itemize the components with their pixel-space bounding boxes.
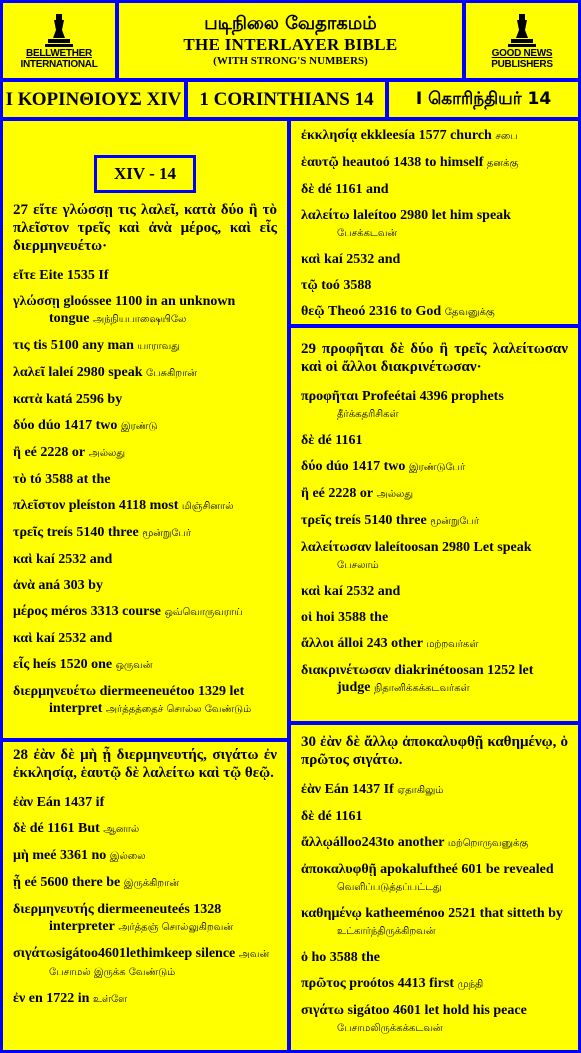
greek-word: δὲ	[301, 433, 315, 448]
greek-word: ἑαυτῷ	[301, 155, 339, 170]
transliteration-gloss: laleítoosan 2980 Let speak	[371, 540, 532, 555]
left-logo-line1: BELLWETHER	[26, 47, 92, 59]
transliteration-gloss: treís 5140 three	[43, 525, 139, 540]
word-entry	[13, 603, 277, 621]
transliteration-gloss: treís 5140 three	[331, 513, 427, 528]
transliteration-gloss: tó 3588 at the	[26, 472, 111, 487]
word-entry	[301, 432, 568, 449]
transliteration-gloss: meé 3361 no	[28, 848, 107, 863]
greek-word: ἢ	[13, 445, 21, 460]
tamil-gloss: சபை	[495, 131, 518, 142]
transliteration-gloss: sigátoo4601lethimkeep silence	[56, 946, 236, 961]
good-news-logo	[466, 3, 578, 78]
greek-word: καθημένῳ	[301, 906, 362, 921]
transliteration-gloss: kaí 2532 and	[32, 631, 113, 646]
word-entry	[13, 444, 277, 462]
transliteration-gloss: dé 1161 and	[314, 182, 389, 197]
transliteration-gloss: ekkleesía 1577 church	[357, 128, 492, 143]
transliteration-gloss: dúo 1417 two	[34, 418, 118, 433]
title-tamil: படிநிலை வேதாகமம்	[204, 13, 377, 34]
greek-word: τῷ	[301, 278, 318, 293]
greek-word: ἄλλῳ	[301, 835, 333, 850]
greek-word: ἐὰν	[13, 795, 34, 810]
transliteration-gloss: apokaluftheé 601 be revealed	[376, 862, 554, 877]
word-entry	[13, 630, 277, 647]
transliteration-gloss: diermeeneuétoo 1329 let interpret	[49, 684, 245, 716]
transliteration-gloss: méros 3313 course	[47, 604, 161, 619]
word-entry	[13, 497, 277, 515]
word-entry	[301, 303, 568, 321]
transliteration-gloss: gloóssee 1100 in an unknown tongue	[49, 294, 236, 326]
transliteration-gloss: álloo243to another	[332, 835, 445, 850]
transliteration-gloss: heís 1520 one	[29, 657, 113, 672]
word-entry	[13, 990, 277, 1008]
transliteration-gloss: hoi 3588 the	[312, 610, 389, 625]
transliteration-gloss: kaí 2532 and	[320, 584, 401, 599]
verse-heading: 28 ἐὰν δὲ μὴ ᾖ διερμηνευτής, σιγάτω ἐν ἐκκλησίᾳ, ἑαυτῷ δὲ λαλείτω καὶ τῷ θεῷ.	[13, 747, 277, 781]
greek-word: εἴτε	[13, 268, 36, 283]
verse-heading: 29 προφῆται δὲ δύο ἢ τρεῖς λαλείτωσαν καὶ οἱ ἄλλοι διακρινέτωσαν·	[301, 341, 568, 375]
tamil-gloss: ஏதாகிலும்	[397, 785, 444, 796]
left-logo-line2: INTERNATIONAL	[20, 58, 98, 70]
book-greek: Ι ΚΟΡΙΝΘΙΟΥΣ XIV	[3, 82, 184, 117]
transliteration-gloss: Eán 1437 If	[321, 782, 394, 797]
entry-list	[301, 127, 568, 321]
greek-word: εἷς	[13, 657, 30, 672]
tamil-gloss: யாராவது	[137, 341, 180, 352]
tamil-gloss: அல்லது	[376, 489, 413, 500]
greek-word: δὲ	[13, 821, 27, 836]
transliteration-gloss: eé 2228 or	[308, 486, 374, 501]
word-entry	[13, 794, 277, 811]
tamil-gloss: அல்லது	[88, 448, 125, 459]
transliteration-gloss: tis 5100 any man	[29, 338, 134, 353]
greek-word: καὶ	[13, 631, 33, 646]
greek-word: δὲ	[301, 182, 315, 197]
transliteration-gloss: Theoó 2316 to God	[324, 304, 442, 319]
word-entry	[301, 251, 568, 268]
tamil-gloss: வெளிப்படுத்தப்பட்டது	[337, 882, 442, 893]
word-entry	[301, 905, 568, 940]
word-entry	[301, 975, 568, 993]
transliteration-gloss: katá 2596 by	[42, 392, 123, 407]
word-entry	[301, 662, 568, 697]
tamil-gloss: உள்ளே	[92, 994, 128, 1005]
verse-heading: 30 ἐὰν δὲ ἄλλῳ ἀποκαλυφθῇ καθημένῳ, ὁ πρῶτος σιγάτω.	[301, 734, 568, 768]
word-entry	[13, 417, 277, 435]
transliteration-gloss: heautoó 1438 to himself	[338, 155, 484, 170]
bellwether-logo	[3, 3, 115, 78]
transliteration-gloss: proótos 4413 first	[345, 976, 454, 991]
word-entry	[13, 656, 277, 674]
greek-word: δύο	[13, 418, 35, 433]
word-entry	[301, 485, 568, 503]
transliteration-gloss: katheeménoo 2521 that sitteth by	[361, 906, 563, 921]
word-entry	[13, 364, 277, 382]
transliteration-gloss: laleí 2980 speak	[44, 365, 143, 380]
tamil-gloss: இரண்டுபேர்	[408, 462, 466, 473]
word-entry	[13, 293, 277, 328]
panel-verse-30	[291, 725, 578, 1050]
lamp-stand-icon	[505, 12, 539, 48]
word-entry	[13, 524, 277, 542]
greek-word: πρῶτος	[301, 976, 346, 991]
tamil-gloss: பேசக்கடவன்	[337, 228, 398, 239]
tamil-gloss: அந்நியபாஷையிலே	[92, 314, 187, 325]
transliteration-gloss: kaí 2532 and	[320, 252, 401, 267]
panel-verse-28	[3, 742, 287, 1050]
entry-list	[301, 388, 568, 697]
word-entry	[13, 945, 277, 981]
transliteration-gloss: laleítoo 2980 let him speak	[349, 208, 511, 223]
word-entry	[301, 181, 568, 198]
greek-word: ἐὰν	[301, 782, 322, 797]
word-entry	[301, 781, 568, 799]
word-entry	[13, 874, 277, 892]
word-entry	[301, 458, 568, 476]
word-entry	[13, 391, 277, 408]
word-entry	[301, 609, 568, 626]
chapter-label: XIV - 14	[94, 155, 196, 193]
header-title-block	[119, 3, 462, 78]
greek-word: μέρος	[13, 604, 48, 619]
tamil-gloss: மிஞ்சினால்	[181, 501, 234, 512]
entry-list	[13, 794, 277, 1008]
greek-word: ἢ	[301, 486, 309, 501]
tamil-gloss: இருக்கிறான்	[123, 878, 180, 889]
tamil-gloss: ஒருவன்	[115, 660, 153, 671]
transliteration-gloss: toó 3588	[317, 278, 372, 293]
greek-word: μὴ	[13, 848, 29, 863]
word-entry	[13, 471, 277, 488]
greek-word: ἀνὰ	[13, 578, 35, 593]
tamil-gloss: மூன்றுபேர்	[142, 528, 192, 539]
word-entry	[301, 154, 568, 172]
greek-word: ᾖ	[13, 875, 21, 890]
transliteration-gloss: kaí 2532 and	[32, 552, 113, 567]
transliteration-gloss: aná 303 by	[34, 578, 103, 593]
greek-word: τρεῖς	[13, 525, 44, 540]
tamil-gloss: அவன் பேசாமல் இருக்க வேண்டும்	[49, 949, 270, 978]
greek-word: οἱ	[301, 610, 313, 625]
tamil-gloss: பேசாமலிருக்கக்கடவன்	[337, 1023, 443, 1034]
tamil-gloss: தேவனுக்கு	[444, 307, 495, 318]
transliteration-gloss: diakrinétoosan 1252 let judge	[337, 663, 534, 695]
tamil-gloss: மற்றொருவனுக்கு	[447, 838, 529, 849]
word-entry	[301, 539, 568, 574]
greek-word: σιγάτω	[301, 1003, 345, 1018]
transliteration-gloss: Profeétai 4396 prophets	[358, 389, 504, 404]
tamil-gloss: இரண்டு	[120, 421, 158, 432]
tamil-gloss: இல்லை	[109, 851, 146, 862]
right-logo-line1: GOOD NEWS	[491, 47, 553, 59]
tamil-gloss: மற்றவர்கள்	[426, 639, 479, 650]
book-english: 1 CORINTHIANS 14	[188, 82, 385, 117]
greek-word: κατὰ	[13, 392, 43, 407]
word-entry	[301, 635, 568, 653]
title-english: THE INTERLAYER BIBLE	[183, 35, 398, 54]
transliteration-gloss: Eite 1535 If	[35, 268, 109, 283]
greek-word: προφῆται	[301, 389, 359, 404]
tamil-gloss: தனக்கு	[486, 158, 519, 169]
word-entry	[301, 277, 568, 294]
transliteration-gloss: álloi 243 other	[333, 636, 423, 651]
word-entry	[301, 583, 568, 600]
word-entry	[301, 388, 568, 423]
tamil-gloss: ஒவ்வொருவராய்	[164, 607, 243, 618]
greek-word: σιγάτω	[13, 946, 57, 961]
tamil-gloss: தீர்க்கதரிசிகள்	[337, 409, 399, 420]
word-entry	[13, 847, 277, 865]
book-tamil-text: I கொரிந்தியர் 14	[415, 88, 552, 109]
panel-verse-27	[3, 121, 287, 738]
transliteration-gloss: sigátoo 4601 let hold his peace	[344, 1003, 527, 1018]
greek-word: δὲ	[301, 809, 315, 824]
word-entry	[13, 577, 277, 594]
greek-word: γλώσσῃ	[13, 294, 60, 309]
word-entry	[301, 949, 568, 966]
lamp-stand-icon	[42, 12, 76, 48]
word-entry	[13, 337, 277, 355]
greek-word: διερμηνευέτω	[13, 684, 97, 699]
greek-word: ἐκκλησίᾳ	[301, 128, 358, 143]
transliteration-gloss: dúo 1417 two	[322, 459, 406, 474]
greek-word: δύο	[301, 459, 323, 474]
transliteration-gloss: Eán 1437 if	[33, 795, 105, 810]
greek-word: τις	[13, 338, 30, 353]
word-entry	[13, 820, 277, 838]
greek-word: θεῷ	[301, 304, 325, 319]
tamil-gloss: முந்தி	[457, 979, 484, 990]
right-logo-line2: PUBLISHERS	[491, 58, 553, 70]
transliteration-gloss: pleíston 4118 most	[65, 498, 179, 513]
transliteration-gloss: en 1722 in	[25, 991, 90, 1006]
greek-word: τρεῖς	[301, 513, 332, 528]
verse-heading: 27 εἴτε γλώσσῃ τις λαλεῖ, κατὰ δύο ἢ τὸ πλεῖστον τρεῖς καὶ ἀνὰ μέρος, καὶ εἷς διερμηνευέτω·	[13, 202, 277, 254]
transliteration-gloss: eé 2228 or	[20, 445, 86, 460]
transliteration-gloss: diermeeneuteés 1328 interpreter	[49, 902, 222, 934]
word-entry	[13, 267, 277, 284]
word-entry	[13, 551, 277, 568]
entry-list	[13, 267, 277, 718]
word-entry	[13, 683, 277, 718]
transliteration-gloss: dé 1161 But	[26, 821, 100, 836]
greek-word: λαλείτω	[301, 208, 350, 223]
greek-word: τὸ	[13, 472, 27, 487]
greek-word: διερμηνευτής	[13, 902, 94, 917]
word-entry	[301, 207, 568, 242]
word-entry	[301, 861, 568, 896]
word-entry	[301, 512, 568, 530]
transliteration-gloss: dé 1161	[314, 433, 363, 448]
tamil-gloss: ஆனால்	[103, 824, 140, 835]
transliteration-gloss: eé 5600 there be	[20, 875, 121, 890]
tamil-gloss: உட்கார்ந்திருக்கிறவன்	[337, 926, 436, 937]
greek-word: ἐν	[13, 991, 26, 1006]
word-entry	[301, 808, 568, 825]
tamil-gloss: நிதானிக்கக்கடவர்கள்	[373, 683, 470, 694]
greek-word: διακρινέτωσαν	[301, 663, 391, 678]
panel-verse-29	[291, 328, 578, 721]
greek-word: λαλεῖ	[13, 365, 45, 380]
word-entry	[13, 901, 277, 936]
word-entry	[301, 1002, 568, 1037]
word-entry	[301, 834, 568, 852]
greek-word: καὶ	[301, 252, 321, 267]
book-tamil	[389, 82, 578, 117]
greek-word: ἀποκαλυφθῇ	[301, 862, 377, 877]
greek-word: καὶ	[301, 584, 321, 599]
tamil-gloss: பேசலாம்	[337, 560, 379, 571]
title-subtitle: (WITH STRONG'S NUMBERS)	[213, 55, 368, 67]
greek-word: καὶ	[13, 552, 33, 567]
panel-verse-28-cont	[291, 121, 578, 324]
greek-word: ἄλλοι	[301, 636, 334, 651]
greek-word: πλεῖστον	[13, 498, 66, 513]
greek-word: λαλείτωσαν	[301, 540, 372, 555]
tamil-gloss: மூன்றுபேர்	[430, 516, 480, 527]
transliteration-gloss: dé 1161	[314, 809, 363, 824]
word-entry	[301, 127, 568, 145]
entry-list	[301, 781, 568, 1037]
greek-word: ὁ	[301, 950, 308, 965]
transliteration-gloss: ho 3588 the	[308, 950, 380, 965]
tamil-gloss: பேசுகிறான்	[146, 368, 198, 379]
tamil-gloss: அர்த்தஞ் சொல்லுகிறவன்	[118, 922, 234, 933]
tamil-gloss: அர்த்தத்தைச் சொல்ல வேண்டும்	[105, 704, 252, 715]
